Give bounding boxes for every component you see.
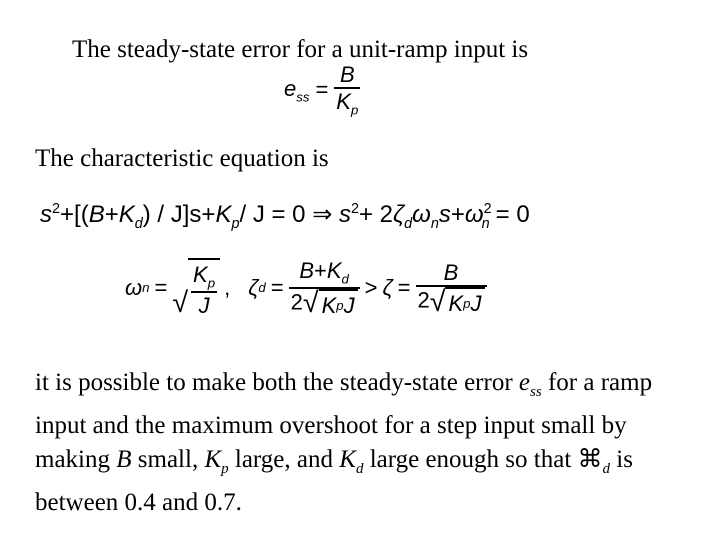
steady-state-error-equation [284, 62, 360, 118]
fraction-b-over-kp [334, 62, 360, 118]
implies-arrow: ⇒ [312, 201, 333, 228]
intro-line: The steady-state error for a unit-ramp input is [72, 36, 529, 63]
characteristic-line: The characteristic equation is [35, 145, 329, 172]
damping-fraction-2: B 2 √ K p J [416, 260, 487, 317]
damping-fraction-1: $B+K_d$ 2 √ K p J [289, 258, 360, 318]
sqrt-kp-over-j: √ $\frac{K_p}{J}$ [172, 258, 220, 318]
natural-frequency-damping-equation: ω n = √ $\frac{K_p}{J}$ , ζ d = $B+K_d$ 2 √ K p J > ζ = B 2 √ K p J [125, 258, 487, 318]
ess-symbol: $e_{ss}$ [284, 75, 310, 105]
explanation-paragraph: it is possible to make both the steady-state error $e_{ss}$ for a ramp input and the maximum overshoot for a step input small by making B small, $K_p$ large, and $K_d$ large enough so that $⌘_d$ is between 0.4 and 0.7. [35, 369, 653, 516]
numerator-b: B [339, 62, 355, 87]
equals-sign: = [315, 76, 329, 102]
characteristic-equation: $s^2+[(B+K_d) / J]s+K_p/$ J = 0 ⇒ $s^2+ 2\zeta_d\omega_ns+\omega^2_n = 0$ [40, 201, 530, 232]
denominator-kp: $K_p$ [336, 89, 359, 118]
